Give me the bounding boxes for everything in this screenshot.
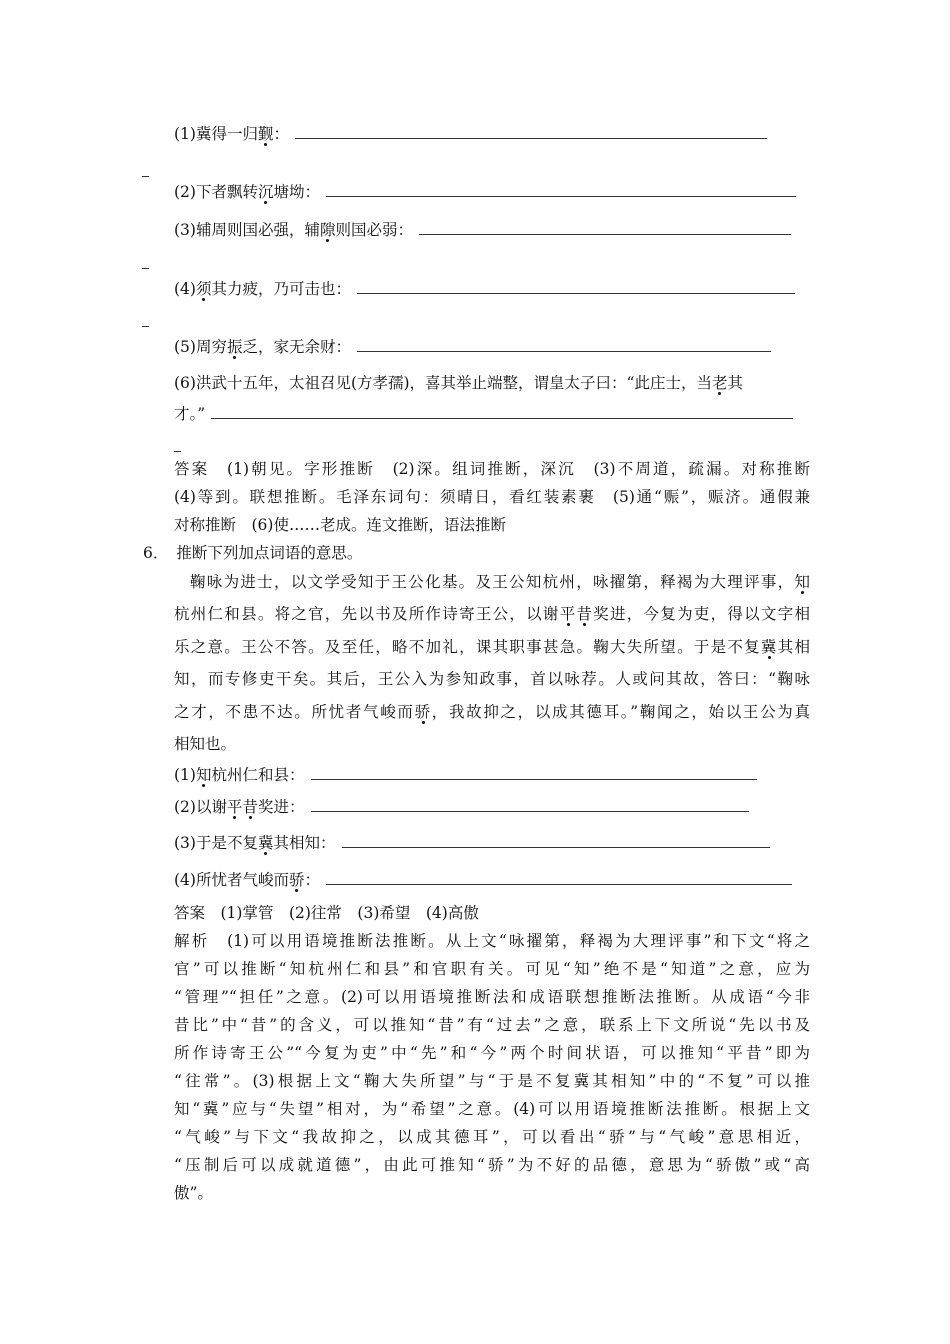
stray-mark <box>142 326 149 327</box>
passage-text: 杭州仁和县。将之官，先以书及所作诗寄王公，以谢 <box>174 605 560 623</box>
passage-line-3 <box>174 636 810 658</box>
question-5-6-line2 <box>174 403 793 425</box>
dotted-word: 平 <box>226 798 243 816</box>
answer-blank[interactable] <box>311 796 749 812</box>
question-text: 乏，家无余财： <box>242 338 351 356</box>
answer-blank[interactable] <box>311 764 757 780</box>
stray-mark <box>142 268 149 269</box>
dotted-word: 骄 <box>288 871 305 889</box>
answer-blank[interactable] <box>295 123 767 139</box>
question-6-4 <box>174 869 792 891</box>
question-text: 杭州仁和县： <box>211 766 305 784</box>
question-text: ： <box>273 125 289 143</box>
answer-5-line3: 对称推断 (6)使……老成。连文推断，语法推断 <box>174 516 506 534</box>
analysis-line-6: “往常”。(3)根据上文“鞠大失所望”与“于是不复冀其相知”中的“不复”可以推 <box>174 1072 810 1090</box>
dotted-word: 昔 <box>576 605 594 623</box>
dotted-word: 隙 <box>319 221 336 239</box>
question-5-2 <box>174 181 796 203</box>
question-text: 才。” <box>174 405 206 423</box>
question-text: 塘坳： <box>273 183 320 201</box>
passage-line-2 <box>174 603 810 625</box>
analysis-line-1: 解析 (1)可以用语境推断法推断。从上文“咏擢第，释褐为大理评事”和下文“将之 <box>174 932 810 950</box>
question-text: 则国必弱： <box>335 221 413 239</box>
passage-line-6: 相知也。 <box>174 735 237 753</box>
answer-blank[interactable] <box>357 336 771 352</box>
dotted-word: 沉 <box>257 183 274 201</box>
question-5-6-line1 <box>174 372 743 394</box>
question-5-3 <box>174 219 791 241</box>
question-text: 其力疲，乃可击也： <box>211 280 351 298</box>
question-text: (1)冀得一归 <box>174 125 258 143</box>
answer-6: 答案 (1)掌管 (2)往常 (3)希望 (4)高傲 <box>174 904 479 922</box>
dotted-word: 须 <box>195 280 212 298</box>
question-text: (1) <box>174 766 196 784</box>
answer-blank[interactable] <box>211 403 793 419</box>
passage-line-1 <box>190 571 810 593</box>
question-text: ： <box>304 871 320 889</box>
question-text: 其相知： <box>273 834 336 852</box>
dotted-word: 觐 <box>257 125 274 143</box>
dotted-word: 昔 <box>242 798 258 816</box>
question-text: (4) <box>174 280 196 298</box>
analysis-line-10: 傲”。 <box>174 1184 213 1202</box>
question-text: (4)所忧者气峻而 <box>174 871 289 889</box>
question-text: (5)周穷 <box>174 338 227 356</box>
passage-text: 之才，不患不达。所忧者气峻而 <box>174 703 415 721</box>
answer-blank[interactable] <box>419 219 791 235</box>
passage-text: 乐之意。王公不答。及至任，略不加礼，课其职事甚急。鞠大失所望。于是不复 <box>174 638 761 656</box>
dotted-word: 骄 <box>414 703 432 721</box>
passage-text: 奖进，今复为吏，得以文字相 <box>593 605 810 623</box>
dotted-word: 振 <box>226 338 243 356</box>
question-text: (3)于是不复 <box>174 834 258 852</box>
stray-mark <box>142 176 149 177</box>
question-number: 6． <box>143 544 169 562</box>
analysis-line-8: “气峻”与下文“我故抑之，以成其德耳”，可以看出“骄”与“气峻”意思相近， <box>174 1128 810 1146</box>
question-6-1 <box>174 764 757 786</box>
passage-text: 其相 <box>777 638 810 656</box>
question-title: 推断下列加点词语的意思。 <box>176 544 363 562</box>
question-text: (2)以谢 <box>174 798 227 816</box>
answer-blank[interactable] <box>326 181 796 197</box>
question-6-2 <box>174 796 749 818</box>
analysis-line-2: 官”可以推断“知杭州仁和县”和官职有关。可见“知”绝不是“知道”之意，应为 <box>174 960 810 978</box>
answer-5-line2: (4)等到。联想推断。毛泽东词句：须晴日，看红装素裹 (5)通“赈”，赈济。通假兼 <box>174 488 810 506</box>
question-5-4 <box>174 278 795 300</box>
question-5-5 <box>174 336 771 358</box>
stray-mark <box>174 451 181 452</box>
question-text: 其 <box>727 374 744 392</box>
question-text: (6)洪武十五年，太祖召见(方孝孺)，喜其举止端整，谓皇太子曰：“此庄士，当 <box>174 374 712 392</box>
dotted-word: 冀 <box>760 638 778 656</box>
question-6-3 <box>174 832 770 854</box>
question-6-header <box>143 542 362 564</box>
analysis-line-4: 昔比”中“昔”的含义，可以推知“昔”有“过去”之意，联系上下文所说“先以书及 <box>174 1016 810 1034</box>
answer-blank[interactable] <box>357 278 795 294</box>
analysis-line-7: 知“冀”应与“失望”相对，为“希望”之意。(4)可以用语境推断法推断。根据上文 <box>174 1100 810 1118</box>
dotted-word: 知 <box>195 766 212 784</box>
passage-text: 鞠咏为进士，以文学受知于王公化基。及王公知杭州，咏擢第，释褐为大理评事， <box>190 573 795 591</box>
dotted-word: 老 <box>711 374 728 392</box>
answer-5-line1: 答案 (1)朝见。字形推断 (2)深。组词推断，深沉 (3)不周道，疏漏。对称推断 <box>174 460 810 478</box>
analysis-line-5: 所作诗寄王公”“今复为吏”中“先”和“今”两个时间状语，可以推知“平昔”即为 <box>174 1044 810 1062</box>
analysis-line-3: “管理”“担任”之意。(2)可以用语境推断法和成语联想推断法推断。从成语“今非 <box>174 988 810 1006</box>
passage-text: ，我故抑之，以成其德耳。”鞠闻之，始以王公为真 <box>431 703 810 721</box>
question-5-1 <box>174 123 767 145</box>
dotted-word: 冀 <box>257 834 274 852</box>
passage-line-5 <box>174 701 810 723</box>
analysis-line-9: “压制后可以成就道德”，由此可推知“骄”为不好的品德，意思为“骄傲”或“高 <box>174 1156 810 1174</box>
dotted-word: 知 <box>794 573 810 591</box>
dotted-word: 平 <box>559 605 577 623</box>
answer-blank[interactable] <box>342 832 770 848</box>
question-text: (3)辅周则国必强，辅 <box>174 221 320 239</box>
question-text: 奖进： <box>258 798 305 816</box>
answer-blank[interactable] <box>326 869 792 885</box>
question-text: (2)下者飘转 <box>174 183 258 201</box>
passage-line-4: 知，而专修吏干矣。其后，王公入为参知政事，首以咏荐。人或问其故，答曰：“鞠咏 <box>174 670 810 688</box>
